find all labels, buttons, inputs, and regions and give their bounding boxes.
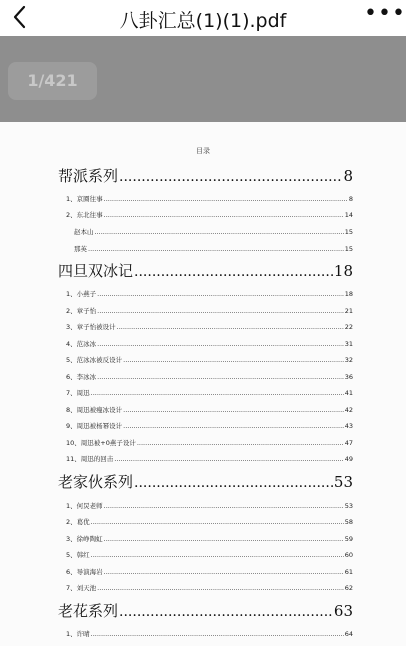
toc-entry-page: 61 [344,568,353,576]
toc-entry-label: 8、周迅被瘦冰设计 [66,406,123,414]
toc-entry-label: 1、许晴 [66,630,90,638]
toc-section-row[interactable] [58,471,353,492]
toc-section-page: 18 [333,262,353,280]
toc-section-title: 老家伙系列 [58,473,134,491]
toc-entry-label: 5、韩红 [66,551,90,559]
toc-entry-row[interactable] [66,583,353,592]
toc-entry-page: 59 [344,535,353,543]
toc-leader [97,307,344,315]
toc-entry-row[interactable] [74,244,353,253]
toc-entry-label: 7、刘天池 [66,584,97,592]
toc-entry-label: 6、导演海岩 [66,568,103,576]
toc-entry-page: 21 [344,307,353,315]
toc-leader [134,264,333,280]
toc-entry-label: 10、周迅被+0燕子设计 [66,439,136,447]
toc-entry-label: 3、徐峥陶虹 [66,535,103,543]
toc-leader [91,389,344,397]
toc-entry-label: 1、何炅老师 [66,502,103,510]
toc-entry-page: 53 [344,502,353,510]
page-indicator: 1/421 [8,62,97,100]
document-title: 八卦汇总(1)(1).pdf [119,10,287,32]
toc-leader [137,439,344,447]
toc-entry-page: 41 [344,389,353,397]
toc-leader [88,245,344,253]
toc-entry-page: 49 [344,455,353,463]
toc-entry-page: 43 [344,422,353,430]
toc-leader [119,604,333,620]
toc-entry-row[interactable] [66,388,353,397]
toc-section-title: 四旦双冰记 [58,262,134,280]
top-bar [0,0,406,36]
toc-entry-label: 9、周迅被杨幂设计 [66,422,123,430]
toc-section-row[interactable] [58,260,353,281]
toc-section-row[interactable] [58,600,353,621]
toc-leader [97,290,344,298]
toc-entry-row[interactable] [66,534,353,543]
toc-entry-page: 36 [344,373,353,381]
toc-leader [104,211,344,219]
toc-entry-row[interactable] [66,405,353,414]
toc-entry-label: 2、章子怡 [66,307,97,315]
toc-entry-row[interactable] [66,454,353,463]
toc-leader [123,422,344,430]
toc-section-row[interactable] [58,165,353,186]
toc-entry-label: 5、范冰冰被反设计 [66,356,123,364]
toc-leader [97,373,344,381]
toc-leader [117,323,344,331]
toc-entry-page: 8 [348,195,353,203]
toc-entry-page: 60 [344,551,353,559]
toc-section-page: 63 [333,602,353,620]
toc-entry-page: 18 [344,290,353,298]
toc-entry-page: 42 [344,406,353,414]
toc-entry-label: 2、东北往事 [66,211,103,219]
toc-leader [97,340,344,348]
toc-entry-label: 那英 [74,245,87,253]
toc-entry-row[interactable] [66,421,353,430]
toc-leader [123,406,344,414]
toc-entry-label: 6、李冰冰 [66,373,97,381]
toc-entry-label: 7、周迅 [66,389,90,397]
toc-entry-row[interactable] [66,629,353,638]
toc-entry-label: 1、小燕子 [66,290,97,298]
toc-entry-page: 15 [344,245,353,253]
toc-heading: 目录 [196,147,210,155]
toc-leader [97,584,344,592]
toc-entry-label: 3、章子怡被设计 [66,323,116,331]
toc-entry-row[interactable] [74,227,353,236]
toc-leader [134,475,333,491]
toc-entry-label: 4、范冰冰 [66,340,97,348]
toc-leader [91,551,344,559]
toc-leader [119,169,342,185]
toc-entry-row[interactable] [66,355,353,364]
toc-entry-row[interactable] [66,339,353,348]
toc-entry-row[interactable] [66,501,353,510]
toc-entry-label: 11、周迅的回击 [66,455,114,463]
toc-entry-row[interactable] [66,550,353,559]
toc-entry-page: 31 [344,340,353,348]
toc-entry-row[interactable] [66,210,353,219]
toc-entry-page: 14 [344,211,353,219]
toc-entry-row[interactable] [66,194,353,203]
toc-entry-page: 58 [344,518,353,526]
toc-entry-row[interactable] [66,567,353,576]
toc-leader [123,356,344,364]
toc-leader [104,502,344,510]
toc-leader [95,228,344,236]
more-options-button[interactable]: ••• [364,1,406,26]
toc-leader [91,630,344,638]
toc-entry-row[interactable] [66,438,353,447]
toc-entry-row[interactable] [66,322,353,331]
toc-leader [114,455,343,463]
toc-entry-page: 47 [344,439,353,447]
toc-entry-page: 22 [344,323,353,331]
toc-entry-page: 32 [344,356,353,364]
toc-leader [104,535,344,543]
toc-leader [104,568,344,576]
toc-entry-label: 2、葛优 [66,518,90,526]
toc-entry-row[interactable] [66,289,353,298]
toc-entry-label: 1、京圈往事 [66,195,103,203]
toc-entry-row[interactable] [66,372,353,381]
toc-section-title: 帮派系列 [58,167,119,185]
toc-entry-label: 赵本山 [74,228,94,236]
toc-entry-row[interactable] [66,517,353,526]
toc-section-page: 8 [343,167,353,185]
toc-entry-page: 62 [344,584,353,592]
toc-entry-page: 64 [344,630,353,638]
toc-section-page: 53 [333,473,353,491]
toc-entry-row[interactable] [66,306,353,315]
toc-entry-page: 15 [344,228,353,236]
toc-leader [104,195,348,203]
toc-section-title: 老花系列 [58,602,119,620]
toc-leader [91,518,344,526]
